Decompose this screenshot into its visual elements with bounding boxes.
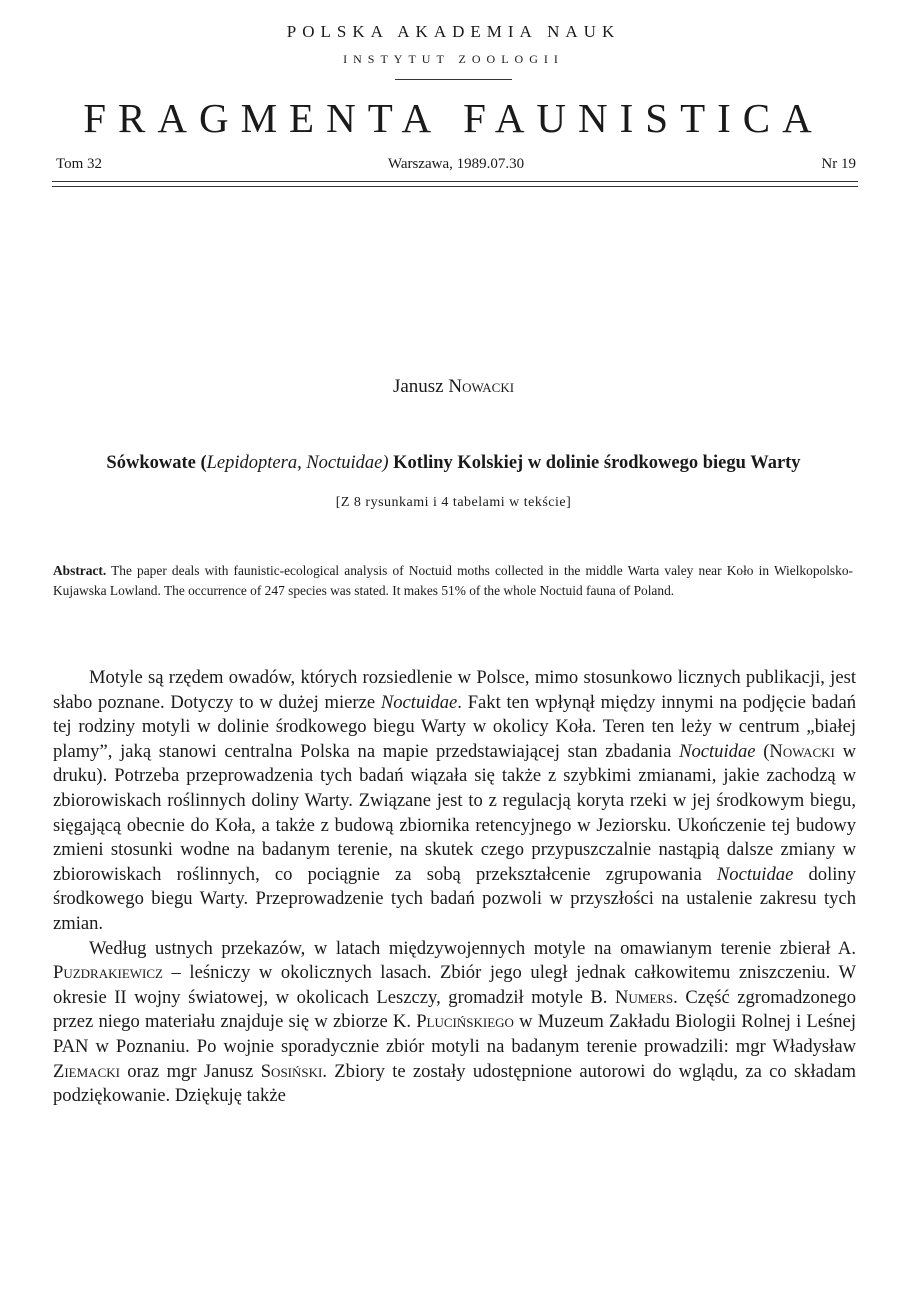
abstract-label: Abstract. xyxy=(53,563,107,578)
person-name: Numers xyxy=(614,986,674,1008)
text-run: . Część zgromadzonego przez niego materiału znajduje się w zbiorze K. xyxy=(53,986,856,1033)
article-body xyxy=(53,666,856,1109)
text-run: ( xyxy=(755,740,770,762)
title-taxon: Lepidoptera, Noctuidae) xyxy=(206,453,389,473)
person-name: Plucińskiego xyxy=(416,1011,514,1033)
text-run: oraz mgr Janusz xyxy=(119,1060,261,1082)
author-first-name: Janusz xyxy=(392,376,444,397)
text-run: w druku). Potrzeba przeprowadzenia tych badań wiązała się także z szybkimi zmianami, jakie zachodzą w zbiorowiskach roślinnych doliny Warty. Związane jest to z regulacją koryta rzeki w jej środkowym biegu, sięgającą obecnie do Koła, a także z budową zbiornika retencyjnego w Jeziorsku. Ukończenie tej budowy zmieni stosunki wodne na badanym terenie, na skutek czego przypuszczalnie nastąpią dalsze zmiany w zbiorowiskach roślinnych, co pociągnie za sobą przekształcenie zgrupowania xyxy=(53,740,856,885)
person-name: Nowacki xyxy=(769,740,835,762)
issue-number: Nr 19 xyxy=(821,156,856,172)
body-paragraph xyxy=(53,666,856,937)
text-run: w Muzeum Zakładu Biologii Rolnej i Leśnej PAN w Poznaniu. Po wojnie sporadycznie zbiór motyli na badanym terenie prowadzili: mgr Władysław xyxy=(53,1011,856,1057)
issue-date: Warszawa, 1989.07.30 xyxy=(387,156,525,172)
academy-name: POLSKA AKADEMIA NAUK xyxy=(286,22,621,41)
abstract-text: The paper deals with faunistic-ecological analysis of Noctuid moths collected in the middle Warta valey near Koło in Wielkopolsko-Kujawska Lowland. The occurrence of 247 species was stated. It makes 51% of the whole Noctuid fauna of Poland. xyxy=(53,563,853,598)
person-name: Ziemacki xyxy=(53,1060,120,1082)
header-divider xyxy=(395,79,512,80)
text-run: Motyle są rzędem owadów, których rozsiedlenie w Polsce, mimo stosunkowo licznych publikacji, jest słabo poznane. Dotyczy to w dużej mierze xyxy=(53,667,856,713)
title-part-1: Sówkowate ( xyxy=(106,453,207,473)
abstract xyxy=(53,561,853,601)
person-name: Sosiński xyxy=(260,1060,323,1082)
person-name: Puzdrakiewicz xyxy=(53,962,163,984)
journal-title: FRAGMENTA FAUNISTICA xyxy=(83,95,824,141)
masthead-double-rule xyxy=(52,181,858,187)
text-run: – leśniczy w okolicznych lasach. Zbiór jego uległ jednak całkowitemu zniszczeniu. W okresie II wojny światowej, w okolicach Leszczy, gromadził motyle B. xyxy=(53,962,856,1008)
issue-volume: Tom 32 xyxy=(56,156,103,172)
author-last-name: Nowacki xyxy=(448,376,515,397)
figures-note: [Z 8 rysunkami i 4 tabelami w tekście] xyxy=(335,495,572,510)
taxon-name: Noctuidae xyxy=(716,863,794,885)
article-title xyxy=(40,453,867,474)
taxon-name: Noctuidae xyxy=(679,740,756,762)
text-run: . Fakt ten wpłynął między innymi na podjęcie badań tej rodziny motyli w dolinie środkowego biegu Warty w okolicy Koła. Teren ten leży w centrum „białej plamy”, jaką stanowi centralna Polska na mapie przedstawiającej stan zbadania xyxy=(53,691,856,762)
text-run: Według ustnych przekazów, w latach międzywojennych motyle na omawianym terenie zbierał A. xyxy=(89,937,856,959)
text-run: . Zbiory te zostały udostępnione autorowi do wglądu, za co składam podziękowanie. Dziękuję także xyxy=(53,1060,856,1107)
taxon-name: Noctuidae xyxy=(380,691,458,713)
author-name xyxy=(0,376,907,398)
text-run: doliny środkowego biegu Warty. Przeprowadzenie tych badań pozwoli w przyszłości na ustalenie zakresu tych zmian. xyxy=(53,863,857,934)
title-part-2: Kotliny Kolskiej w dolinie środkowego biegu Warty xyxy=(388,453,801,473)
institute-name: INSTYTUT ZOOLOGII xyxy=(343,52,564,66)
body-paragraph xyxy=(53,937,856,1109)
